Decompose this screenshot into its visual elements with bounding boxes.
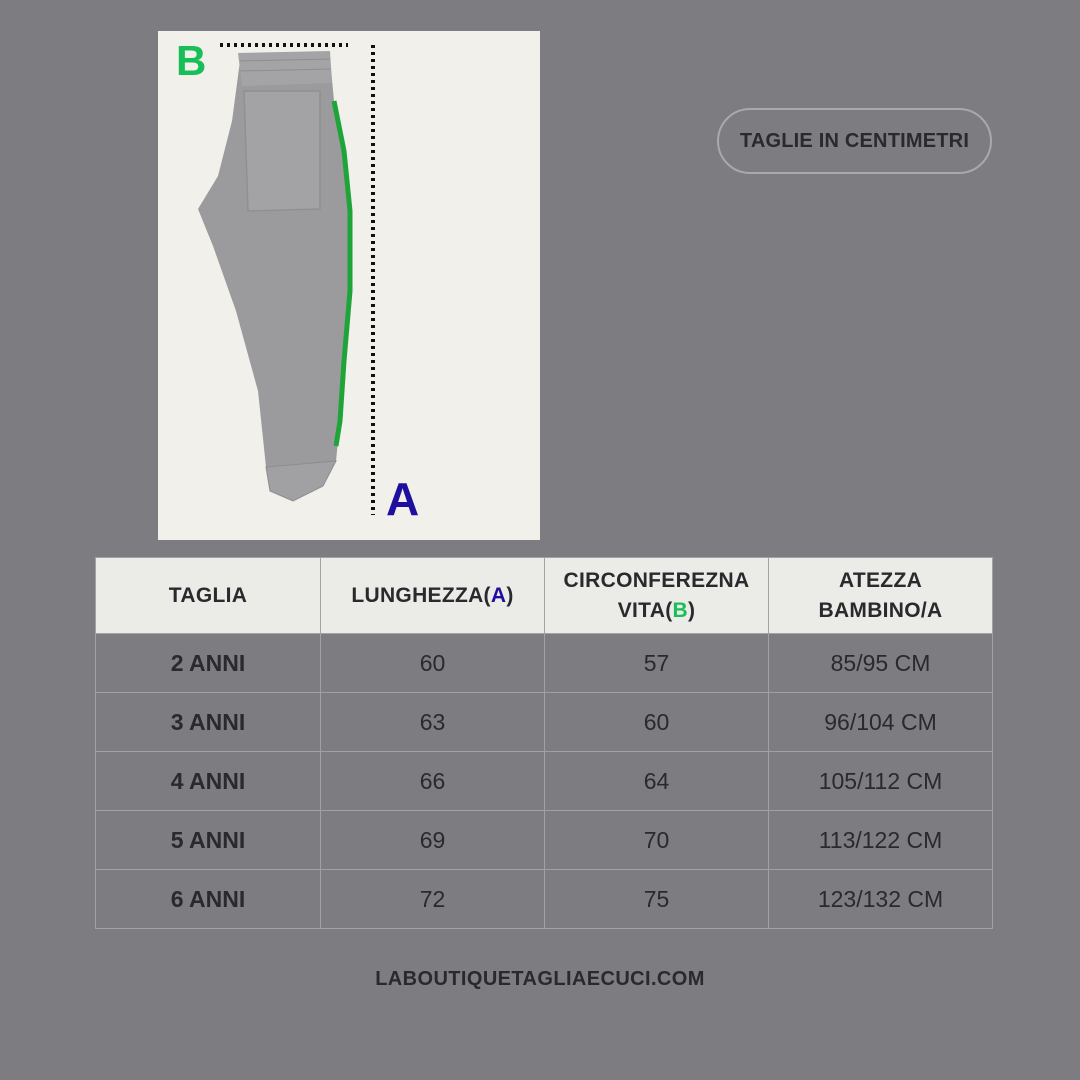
cell-size: 3 ANNI <box>96 693 321 752</box>
cell-waist: 75 <box>545 870 769 929</box>
cell-height: 123/132 CM <box>769 870 993 929</box>
header-size: TAGLIA <box>96 558 321 634</box>
cell-size: 5 ANNI <box>96 811 321 870</box>
pants-illustration <box>158 31 540 540</box>
cell-size: 6 ANNI <box>96 870 321 929</box>
waist-letter: B <box>672 598 688 622</box>
cell-waist: 64 <box>545 752 769 811</box>
cuff <box>266 461 336 501</box>
pocket <box>244 91 320 211</box>
cell-height: 113/122 CM <box>769 811 993 870</box>
cell-waist: 57 <box>545 634 769 693</box>
table-row <box>96 634 993 693</box>
table-header-row <box>96 558 993 634</box>
header-length: LUNGHEZZA(A) <box>321 558 545 634</box>
cell-length: 69 <box>321 811 545 870</box>
cell-height: 96/104 CM <box>769 693 993 752</box>
units-badge <box>717 108 992 174</box>
website-link[interactable]: LABOUTIQUETAGLIAECUCI.COM <box>375 968 705 990</box>
header-waist: CIRCONFEREZNA VITA(B) <box>545 558 769 634</box>
table-row <box>96 752 993 811</box>
size-table <box>95 557 993 929</box>
cell-length: 63 <box>321 693 545 752</box>
cell-size: 4 ANNI <box>96 752 321 811</box>
cell-height: 85/95 CM <box>769 634 993 693</box>
cell-length: 60 <box>321 634 545 693</box>
table-row <box>96 870 993 929</box>
table-row <box>96 811 993 870</box>
waistband <box>238 51 332 86</box>
cell-waist: 60 <box>545 693 769 752</box>
garment-photo <box>158 31 540 540</box>
cell-height: 105/112 CM <box>769 752 993 811</box>
length-letter: A <box>490 583 507 607</box>
cell-waist: 70 <box>545 811 769 870</box>
marker-b: B <box>176 37 207 84</box>
cell-size: 2 ANNI <box>96 634 321 693</box>
header-height: ATEZZA BAMBINO/A <box>769 558 993 634</box>
cell-length: 72 <box>321 870 545 929</box>
marker-a: A <box>386 473 420 525</box>
table-row <box>96 693 993 752</box>
cell-length: 66 <box>321 752 545 811</box>
units-badge-label: TAGLIE IN CENTIMETRI <box>739 129 970 152</box>
